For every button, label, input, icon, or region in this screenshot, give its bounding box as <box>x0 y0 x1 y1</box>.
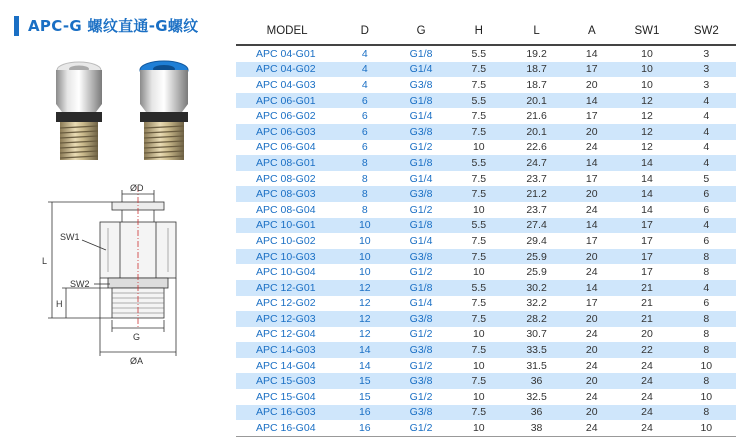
cell-d: 12 <box>338 280 391 296</box>
cell-h: 10 <box>472 203 485 216</box>
cell-a: 20 <box>585 78 598 91</box>
table-row <box>236 358 736 374</box>
cell-l: 38 <box>507 420 566 436</box>
cell-model: APC 06-G03 <box>236 124 338 140</box>
table-row <box>236 218 736 234</box>
cell-d: 4 <box>361 78 368 91</box>
cell-g: G1/2 <box>391 420 450 436</box>
cell-a: 24 <box>585 141 598 154</box>
cell-l: 29.4 <box>526 234 547 247</box>
cell-model: APC 10-G01 <box>236 218 338 234</box>
cell-h: 7.5 <box>471 234 487 247</box>
cell-sw2: 4 <box>677 93 736 109</box>
cell-l: 23.7 <box>526 203 547 216</box>
cell-l: 20.1 <box>507 124 566 140</box>
cell-sw1: 17 <box>641 266 653 279</box>
cell-g: G1/2 <box>409 390 433 403</box>
cell-g: G1/8 <box>391 155 450 171</box>
cell-sw2: 6 <box>703 234 710 247</box>
cell-g: G1/8 <box>391 218 450 234</box>
cell-d: 15 <box>338 373 391 389</box>
technical-drawing <box>38 180 238 380</box>
cell-d: 12 <box>358 297 371 310</box>
cell-model: APC 04-G01 <box>256 47 316 60</box>
cell-a: 17 <box>585 110 598 123</box>
cell-sw2: 3 <box>677 62 736 78</box>
cell-l: 32.2 <box>526 297 547 310</box>
cell-d: 4 <box>338 62 391 78</box>
cell-model: APC 06-G02 <box>256 110 316 123</box>
cell-g: G1/2 <box>409 266 433 279</box>
cell-sw2: 8 <box>677 373 736 389</box>
cell-g: G1/2 <box>409 203 433 216</box>
cell-l: 24.7 <box>507 155 566 171</box>
table-row <box>236 124 736 140</box>
cell-d: 6 <box>338 93 391 109</box>
cell-h: 7.5 <box>451 373 507 389</box>
cell-a: 20 <box>566 342 617 358</box>
cell-model: APC 15-G04 <box>256 390 316 403</box>
cell-h: 5.5 <box>451 93 507 109</box>
cell-a: 20 <box>566 311 617 327</box>
cell-model: APC 04-G02 <box>236 62 338 78</box>
cell-a: 24 <box>566 420 617 436</box>
column-header-sw1: SW1 <box>617 18 676 45</box>
cell-sw2: 3 <box>703 78 710 91</box>
cell-a: 24 <box>585 359 598 372</box>
cell-a: 17 <box>585 234 598 247</box>
table-row <box>236 373 736 389</box>
cell-g: G3/8 <box>391 124 450 140</box>
cell-sw1: 17 <box>641 234 653 247</box>
cell-sw2: 8 <box>677 342 736 358</box>
cell-l: 25.9 <box>507 249 566 265</box>
cell-model: APC 15-G03 <box>236 373 338 389</box>
column-header-d: D <box>338 18 391 45</box>
cell-model: APC 08-G01 <box>236 155 338 171</box>
cell-model: APC 06-G04 <box>256 141 316 154</box>
cell-model: APC 16-G04 <box>236 420 338 436</box>
cell-sw2: 4 <box>677 155 736 171</box>
cell-g: G1/2 <box>409 141 433 154</box>
cell-d: 6 <box>361 141 368 154</box>
cell-sw1: 24 <box>617 373 676 389</box>
cell-d: 12 <box>358 328 371 341</box>
cell-sw1: 21 <box>641 297 653 310</box>
cell-h: 5.5 <box>451 155 507 171</box>
cell-g: G3/8 <box>391 311 450 327</box>
cell-h: 7.5 <box>451 311 507 327</box>
cell-h: 5.5 <box>451 280 507 296</box>
column-header-model: MODEL <box>236 18 338 45</box>
cell-h: 7.5 <box>451 62 507 78</box>
table-row <box>236 171 736 187</box>
dim-a-label: ØA <box>130 356 144 366</box>
cell-sw1: 14 <box>641 172 653 185</box>
cell-h: 7.5 <box>471 297 487 310</box>
cell-model: APC 12-G04 <box>256 328 316 341</box>
cell-sw1: 12 <box>641 110 653 123</box>
cell-model: APC 14-G04 <box>256 359 316 372</box>
cell-sw2: 4 <box>677 124 736 140</box>
cell-sw1: 12 <box>617 124 676 140</box>
cell-g: G1/4 <box>391 62 450 78</box>
cell-d: 10 <box>338 249 391 265</box>
column-header-a: A <box>566 18 617 45</box>
cell-l: 36 <box>507 373 566 389</box>
cell-h: 10 <box>472 266 485 279</box>
cell-g: G1/8 <box>391 93 450 109</box>
cell-g: G1/2 <box>409 328 433 341</box>
cell-model: APC 12-G02 <box>256 297 316 310</box>
cell-sw1: 14 <box>641 203 653 216</box>
dim-d-label: ØD <box>130 183 144 193</box>
cell-g: G1/2 <box>409 359 433 372</box>
cell-sw2: 5 <box>703 172 710 185</box>
cell-a: 17 <box>585 297 598 310</box>
cell-a: 17 <box>585 172 598 185</box>
cell-d: 10 <box>338 218 391 234</box>
cell-g: G1/4 <box>409 172 433 185</box>
table-row <box>236 311 736 327</box>
cell-model: APC 10-G02 <box>256 234 316 247</box>
cell-model: APC 12-G03 <box>236 311 338 327</box>
cell-g: G1/4 <box>409 110 433 123</box>
cell-sw2: 8 <box>677 405 736 421</box>
cell-l: 18.7 <box>526 78 547 91</box>
cell-a: 20 <box>566 373 617 389</box>
fitting-photo-white <box>56 62 102 160</box>
cell-l: 25.9 <box>526 266 547 279</box>
cell-d: 4 <box>361 47 368 60</box>
table-row <box>236 62 736 78</box>
cell-sw2: 8 <box>677 311 736 327</box>
cell-sw1: 10 <box>641 78 653 91</box>
cell-sw2: 8 <box>677 249 736 265</box>
cell-g: G3/8 <box>391 373 450 389</box>
table-row <box>236 389 736 405</box>
page-title: APC-G 螺纹直通-G螺纹 <box>28 17 199 35</box>
cell-model: APC 08-G03 <box>236 186 338 202</box>
cell-l: 18.7 <box>507 62 566 78</box>
column-header-sw2: SW2 <box>677 18 736 45</box>
cell-model: APC 14-G03 <box>236 342 338 358</box>
table-row <box>236 186 736 202</box>
cell-l: 32.5 <box>526 390 547 403</box>
cell-model: APC 08-G04 <box>256 203 316 216</box>
cell-h: 7.5 <box>451 124 507 140</box>
cell-g: G1/4 <box>409 234 433 247</box>
cell-l: 30.2 <box>507 280 566 296</box>
cell-sw2: 10 <box>677 420 736 436</box>
cell-l: 22.6 <box>526 141 547 154</box>
title-accent-bar <box>14 16 19 36</box>
cell-d: 15 <box>358 390 371 403</box>
cell-h: 10 <box>472 141 485 154</box>
cell-sw1: 12 <box>617 93 676 109</box>
dim-g-label: G <box>133 332 141 342</box>
cell-g: G3/8 <box>391 405 450 421</box>
cell-d: 14 <box>338 342 391 358</box>
cell-sw1: 21 <box>617 280 676 296</box>
cell-l: 36 <box>507 405 566 421</box>
cell-d: 6 <box>361 110 368 123</box>
table-row <box>236 140 736 156</box>
cell-sw2: 8 <box>703 266 710 279</box>
cell-sw1: 20 <box>641 328 653 341</box>
cell-g: G1/8 <box>409 47 433 60</box>
cell-g: G1/4 <box>409 297 433 310</box>
cell-sw2: 4 <box>677 218 736 234</box>
table-row <box>236 155 736 171</box>
cell-h: 10 <box>472 328 485 341</box>
cell-sw1: 21 <box>617 311 676 327</box>
dim-l-label: L <box>42 256 48 266</box>
cell-a: 14 <box>585 47 598 60</box>
cell-sw2: 10 <box>700 359 713 372</box>
cell-d: 8 <box>361 203 368 216</box>
cell-l: 28.2 <box>507 311 566 327</box>
cell-model: APC 10-G03 <box>236 249 338 265</box>
table-row <box>236 93 736 109</box>
cell-a: 24 <box>585 203 598 216</box>
cell-l: 33.5 <box>507 342 566 358</box>
cell-a: 14 <box>566 218 617 234</box>
product-photos <box>34 56 214 166</box>
cell-a: 20 <box>566 249 617 265</box>
cell-sw2: 6 <box>703 203 710 216</box>
cell-l: 21.2 <box>507 186 566 202</box>
cell-l: 19.2 <box>526 47 547 60</box>
cell-model: APC 08-G02 <box>256 172 316 185</box>
cell-d: 8 <box>361 172 368 185</box>
cell-l: 23.7 <box>526 172 547 185</box>
table-header-row <box>236 18 736 45</box>
table-row <box>236 77 736 93</box>
cell-h: 7.5 <box>471 78 487 91</box>
cell-d: 6 <box>338 124 391 140</box>
cell-model: APC 04-G03 <box>256 78 316 91</box>
cell-g: G3/8 <box>409 78 433 91</box>
cell-h: 7.5 <box>471 172 487 185</box>
cell-d: 10 <box>358 266 371 279</box>
cell-d: 12 <box>338 311 391 327</box>
spec-table <box>236 18 736 437</box>
cell-g: G3/8 <box>391 249 450 265</box>
sw2-label: SW2 <box>70 279 90 289</box>
cell-model: APC 12-G01 <box>236 280 338 296</box>
cell-a: 24 <box>585 328 598 341</box>
cell-a: 17 <box>566 62 617 78</box>
cell-sw2: 3 <box>703 47 710 60</box>
cell-sw2: 6 <box>703 297 710 310</box>
cell-a: 14 <box>566 155 617 171</box>
cell-model: APC 06-G01 <box>236 93 338 109</box>
cell-l: 21.6 <box>526 110 547 123</box>
cell-a: 24 <box>585 266 598 279</box>
cell-sw2: 10 <box>700 390 713 403</box>
cell-h: 10 <box>472 390 485 403</box>
table-row <box>236 249 736 265</box>
cell-d: 8 <box>338 186 391 202</box>
cell-sw1: 12 <box>641 141 653 154</box>
table-row <box>236 420 736 436</box>
cell-sw2: 4 <box>703 110 710 123</box>
cell-sw2: 4 <box>677 280 736 296</box>
cell-a: 14 <box>566 93 617 109</box>
cell-sw1: 17 <box>617 218 676 234</box>
cell-sw1: 24 <box>641 390 653 403</box>
cell-h: 7.5 <box>451 249 507 265</box>
cell-l: 27.4 <box>507 218 566 234</box>
sw1-label: SW1 <box>60 232 80 242</box>
cell-d: 10 <box>358 234 371 247</box>
table-row <box>236 45 736 62</box>
cell-h: 10 <box>472 359 485 372</box>
table-row <box>236 296 736 312</box>
table-row <box>236 233 736 249</box>
cell-a: 20 <box>566 124 617 140</box>
cell-sw1: 24 <box>617 405 676 421</box>
table-row <box>236 108 736 124</box>
cell-sw1: 24 <box>617 420 676 436</box>
cell-a: 24 <box>585 390 598 403</box>
cell-h: 7.5 <box>451 186 507 202</box>
cell-d: 16 <box>338 405 391 421</box>
cell-sw1: 22 <box>617 342 676 358</box>
cell-g: G1/8 <box>391 280 450 296</box>
cell-d: 14 <box>358 359 371 372</box>
cell-d: 16 <box>338 420 391 436</box>
cell-sw1: 14 <box>617 186 676 202</box>
table-row <box>236 202 736 218</box>
cell-sw1: 10 <box>617 62 676 78</box>
table-row <box>236 405 736 421</box>
column-header-h: H <box>451 18 507 45</box>
cell-h: 7.5 <box>451 405 507 421</box>
table-row <box>236 342 736 358</box>
column-header-l: L <box>507 18 566 45</box>
column-header-g: G <box>391 18 450 45</box>
cell-sw2: 8 <box>703 328 710 341</box>
cell-h: 5.5 <box>451 218 507 234</box>
cell-sw1: 17 <box>617 249 676 265</box>
cell-a: 20 <box>566 186 617 202</box>
table-row <box>236 327 736 343</box>
cell-sw1: 14 <box>617 155 676 171</box>
cell-l: 31.5 <box>526 359 547 372</box>
cell-h: 10 <box>451 420 507 436</box>
cell-h: 7.5 <box>451 342 507 358</box>
cell-a: 14 <box>566 280 617 296</box>
cell-l: 30.7 <box>526 328 547 341</box>
table-row <box>236 264 736 280</box>
cell-model: APC 16-G03 <box>236 405 338 421</box>
cell-sw1: 24 <box>641 359 653 372</box>
table-row <box>236 280 736 296</box>
cell-sw2: 6 <box>677 186 736 202</box>
cell-g: G3/8 <box>391 342 450 358</box>
cell-l: 20.1 <box>507 93 566 109</box>
cell-d: 8 <box>338 155 391 171</box>
cell-sw1: 10 <box>641 47 653 60</box>
cell-model: APC 10-G04 <box>256 266 316 279</box>
table-body <box>236 45 736 436</box>
dim-h-label: H <box>56 299 63 309</box>
fitting-photo-blue <box>140 61 188 160</box>
cell-h: 5.5 <box>471 47 487 60</box>
cell-h: 7.5 <box>471 110 487 123</box>
cell-a: 20 <box>566 405 617 421</box>
cell-g: G3/8 <box>391 186 450 202</box>
cell-sw2: 4 <box>703 141 710 154</box>
